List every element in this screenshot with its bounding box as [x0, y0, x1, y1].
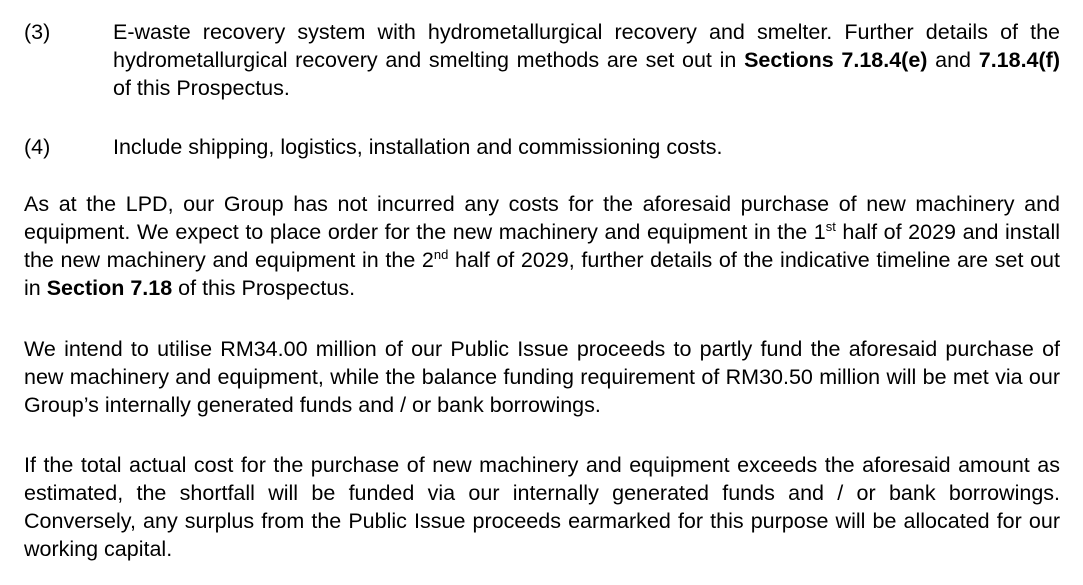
- paragraph-cost-timeline: As at the LPD, our Group has not incurred any costs for the aforesaid purchase of new machinery and equipment. We expect to place order for the new machinery and equipment in the 1st half of 2029 and install the new machinery and equipment in the 2nd half of 2029, further details of the indicative timeline are set out in Section 7.18 of this Prospectus.: [24, 192, 1060, 300]
- section-reference: Sections 7.18.4(e): [744, 48, 928, 72]
- ordinal-suffix: st: [825, 219, 836, 234]
- section-reference: Section 7.18: [46, 276, 173, 300]
- footnote-number: (3): [24, 20, 51, 44]
- paragraph-shortfall: If the total actual cost for the purchase of new machinery and equipment exceeds the aforesaid amount as estimated, the shortfall will be funded via our internally generated funds and / or bank borrowings. Conversely, any surplus from the Public Issue proceeds earmarked for this purpose will be allocated for our working capital.: [24, 453, 1060, 561]
- section-reference: 7.18.4(f): [978, 48, 1060, 72]
- paragraph-funding: We intend to utilise RM34.00 million of our Public Issue proceeds to partly fund the aforesaid purchase of new machinery and equipment, while the balance funding requirement of RM30.50 million will be met via our Group’s internally generated funds and / or bank borrowings.: [24, 337, 1060, 417]
- footnote-text: Include shipping, logistics, installation and commissioning costs.: [113, 135, 723, 159]
- footnote-text: E-waste recovery system with hydrometallurgical recovery and smelter. Further details of the hydrometallurgical recovery and smelting methods are set out in Sections 7.18.4(e) and 7.18.4(f) of this Prospectus.: [113, 20, 1060, 100]
- ordinal-suffix: nd: [433, 247, 449, 262]
- footnote-number: (4): [24, 135, 51, 159]
